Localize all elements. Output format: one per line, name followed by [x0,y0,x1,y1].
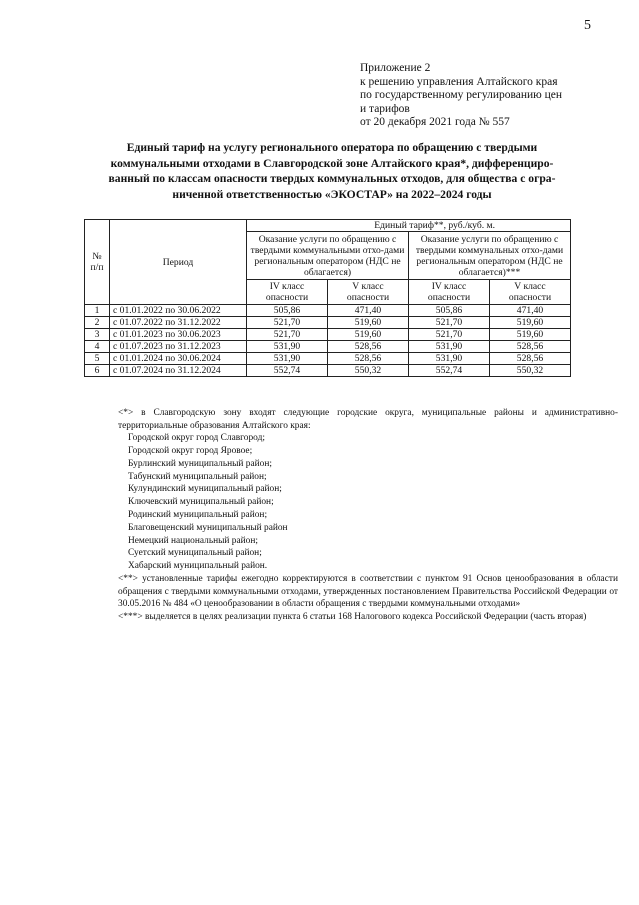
row-period: с 01.07.2022 по 31.12.2022 [110,317,247,329]
tariff-value: 552,74 [247,365,328,377]
group-header-1: Оказание услуги по обращению с твердыми коммунальными отхо-дами региональным оператором (НДС не облагается) [247,232,409,280]
tariff-value: 519,60 [328,317,409,329]
tariff-table [84,219,571,377]
row-number: 3 [85,329,110,341]
footnote-zone: <*> в Славгородскую зону входят следующие городские округа, муниципальные районы и административно-территориальные образования Алтайского края: [118,408,618,431]
tariff-value: 550,32 [328,365,409,377]
row-period: с 01.07.2024 по 31.12.2024 [110,365,247,377]
row-number: 4 [85,341,110,353]
table-row [85,305,571,317]
tariff-value: 505,86 [247,305,328,317]
tariff-value: 471,40 [490,305,571,317]
list-item: Хабарский муниципальный район. [128,561,268,572]
tariff-value: 519,60 [490,329,571,341]
zone-list [128,432,618,573]
tariff-value: 531,90 [247,353,328,365]
row-number: 2 [85,317,110,329]
list-item: Кулундинский муниципальный район; [128,484,282,495]
tariff-value: 521,70 [247,317,328,329]
title-line: ниченной ответственностью «ЭКОСТАР» на 2022–2024 годы [172,187,492,201]
document-title [82,140,582,202]
tariff-value: 519,60 [490,317,571,329]
footnotes [118,407,618,623]
appendix-header [360,62,600,130]
tariff-value: 528,56 [490,341,571,353]
list-item: Городской округ город Яровое; [128,445,253,456]
list-item: Немецкий национальный район; [128,535,258,546]
row-number: 1 [85,305,110,317]
title-line: коммунальными отходами в Славгородской зоне Алтайского края*, дифференциро- [110,156,554,170]
class-v-header: V класс опасности [328,280,409,305]
list-item: Табунский муниципальный район; [128,471,267,482]
tariff-value: 552,74 [409,365,490,377]
title-line: ванный по классам опасности твердых коммунальных отходов, для общества с огра- [108,172,556,185]
list-item: Бурлинский муниципальный район; [128,458,272,469]
column-header-period: Период [110,220,247,305]
page-number: 5 [584,18,591,33]
appendix-line: и тарифов [360,102,410,115]
row-number: 5 [85,353,110,365]
row-number: 6 [85,365,110,377]
table-row [85,353,571,365]
list-item: Суетский муниципальный район; [128,548,262,559]
tariff-value: 528,56 [328,341,409,353]
tariff-value: 528,56 [490,353,571,365]
footnote-tariff-correction: <**> установленные тарифы ежегодно корректируются в соответствии с пунктом 91 Основ ценообразования в области обращения с твердыми коммунальными отходами, утвержденных постановлением Правительства Российской Федерации от 30.05.2016 № 484 «О ценообразовании в области обращения с твердыми коммунальными отходами» [118,573,618,610]
tariff-value: 531,90 [247,341,328,353]
row-period: с 01.01.2024 по 30.06.2024 [110,353,247,365]
tariff-value: 521,70 [247,329,328,341]
row-period: с 01.01.2022 по 30.06.2022 [110,305,247,317]
footnote-vat: <***> выделяется в целях реализации пункта 6 статьи 168 Налогового кодекса Российской Федерации (часть вторая) [118,611,587,622]
tariff-value: 531,90 [409,341,490,353]
tariff-header: Единый тариф**, руб./куб. м. [247,220,571,232]
list-item: Городской округ город Славгород; [128,433,265,444]
row-period: с 01.01.2023 по 30.06.2023 [110,329,247,341]
list-item: Благовещенский муниципальный район [128,522,288,533]
table-row [85,329,571,341]
class-iv-header: IV класс опасности [247,280,328,305]
tariff-value: 531,90 [409,353,490,365]
tariff-value: 521,70 [409,329,490,341]
appendix-line: по государственному регулированию цен [360,89,563,101]
table-row [85,341,571,353]
tariff-value: 519,60 [328,329,409,341]
table-row [85,365,571,377]
table-row [85,317,571,329]
tariff-value: 528,56 [328,353,409,365]
tariff-value: 471,40 [328,305,409,317]
appendix-line: Приложение 2 [360,62,431,74]
tariff-value: 505,86 [409,305,490,317]
list-item: Ключевский муниципальный район; [128,497,274,508]
group-header-2: Оказание услуги по обращению с твердыми коммунальных отхо-дами региональным оператором (НДС не облагается)*** [409,232,571,280]
row-period: с 01.07.2023 по 31.12.2023 [110,341,247,353]
title-line: Единый тариф на услугу регионального оператора по обращению с твердыми [126,141,538,154]
appendix-line: от 20 декабря 2021 года № 557 [360,116,510,128]
tariff-value: 521,70 [409,317,490,329]
class-iv-header: IV класс опасности [409,280,490,305]
column-header-number: № п/п [85,220,110,305]
class-v-header: V класс опасности [490,280,571,305]
appendix-line: к решению управления Алтайского края [360,75,558,88]
list-item: Родинский муниципальный район; [128,509,268,520]
tariff-value: 550,32 [490,365,571,377]
